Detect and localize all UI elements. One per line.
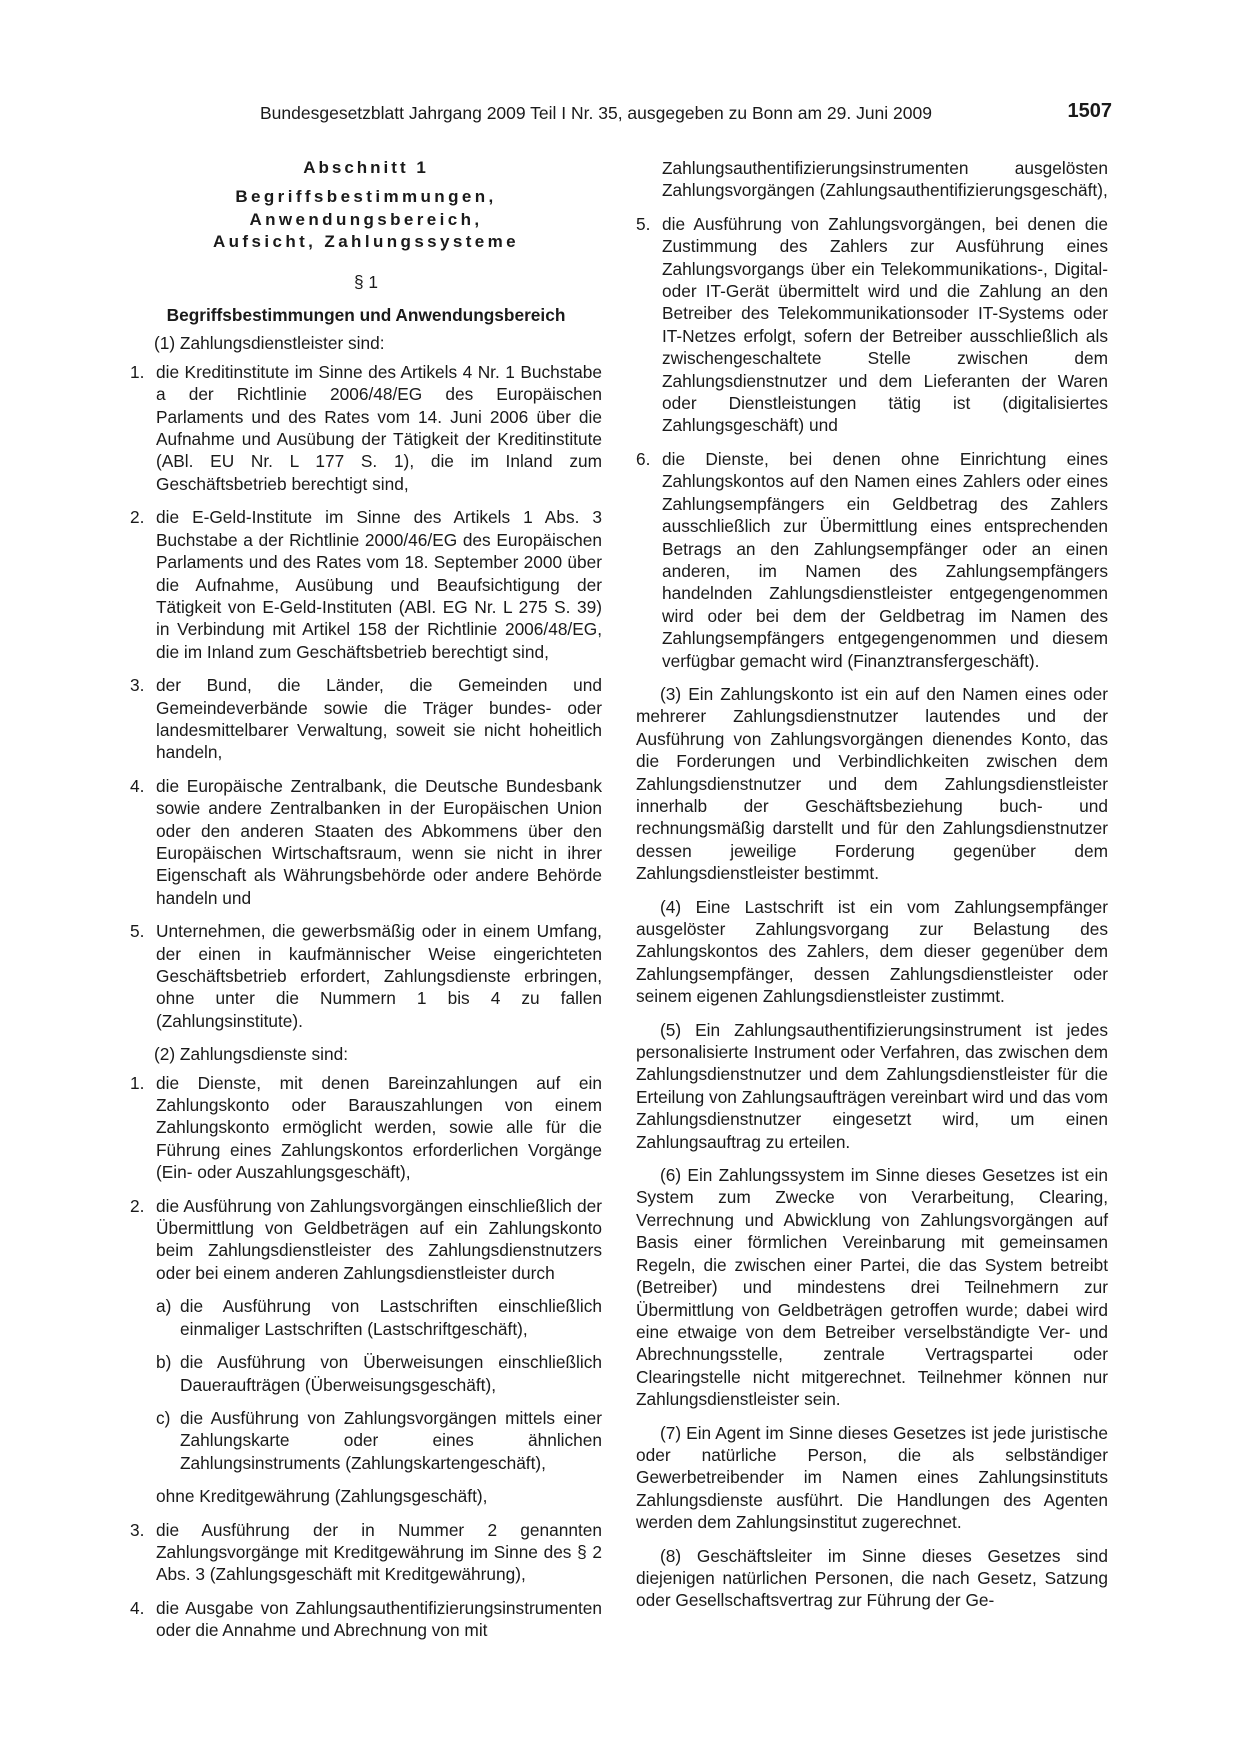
paragraph-title: Begriffsbestimmungen und Anwendungsbereich	[166, 305, 566, 326]
list-item-number: 1.	[130, 1072, 145, 1093]
list-item	[130, 1195, 602, 1285]
sub-list-item-letter: c)	[156, 1407, 171, 1428]
section-title-line-3: Aufsicht, Zahlungssysteme	[212, 232, 520, 252]
sub-list-item-letter: a)	[156, 1296, 172, 1317]
absatz-4: (4) Eine Lastschrift ist ein vom Zahlungsempfänger ausgelöster Zahlungsvorgang zur Belastung des Zahlungskontos des Zahlers, dem dieser gegenüber dem Zahlungsempfänger, dessen Zahlungsdienstleister oder seinem eigenen Zahlungsdienstleister zustimmt.	[636, 896, 1108, 1007]
list-item-text: die E-Geld-Institute im Sinne des Artikels 1 Abs. 3 Buchstabe a der Richtlinie 2000/46/EG des Europäischen Parlaments und des Rates vom 18. September 2000 über die Aufnahme, Ausübung und Beaufsichtigung der Tätigkeit von E-Geld-Instituten (ABl. EG Nr. L 275 S. 39) in Verbindung mit Artikel 158 der Richtlinie 2006/48/EG, die im Inland zum Geschäftsbetrieb berechtigt sind,	[156, 507, 602, 662]
sub-list-item	[156, 1295, 602, 1340]
list-item-number: 5.	[130, 921, 145, 942]
section-title-line-2: Anwendungsbereich,	[249, 209, 483, 229]
sub-list-item-text: die Ausführung von Lastschriften einschließlich einmaliger Lastschriften (Lastschriftgeschäft),	[180, 1296, 602, 1339]
list-item	[130, 506, 602, 663]
list-item-number: 5.	[636, 213, 651, 234]
list-item-number: 6.	[636, 448, 651, 469]
list-item-number: 4.	[130, 775, 145, 796]
list-item-text: die Europäische Zentralbank, die Deutsche Bundesbank sowie andere Zentralbanken in der Europäischen Union oder den anderen Staaten des Abkommens über den Europäischen Wirtschaftsraum, wenn sie nicht in ihrer Eigenschaft als Währungsbehörde oder andere Behörde handeln und	[156, 775, 602, 908]
section-title-line-1: Begriffsbestimmungen,	[235, 187, 497, 207]
sub-list-item	[156, 1407, 602, 1474]
paragraph-number: § 1	[353, 271, 379, 292]
list-item-text: die Dienste, bei denen ohne Einrichtung eines Zahlungskontos auf den Namen eines Zahlers oder eines Zahlungsempfängers ein Geldbetrag des Zahlers ausschließlich zur Übermittlung eines entsprechenden Betrags an den Zahlungsempfänger oder an einen anderen, im Namen des Zahlungsempfängers handelnden Zahlungsdienstleister entgegengenommen wird oder bei dem der Geldbetrag im Namen des Zahlungsempfängers entgegengenommen und diesem verfügbar gemacht wird (Finanztransfergeschäft).	[662, 448, 1108, 671]
sub-list-item-letter: b)	[156, 1352, 172, 1373]
list-item-text: die Ausführung der in Nummer 2 genannten Zahlungsvorgänge mit Kreditgewährung im Sinne des § 2 Abs. 3 (Zahlungsgeschäft mit Kreditgewährung),	[156, 1519, 602, 1585]
list-item	[130, 674, 602, 764]
header-text: Bundesgesetzblatt Jahrgang 2009 Teil I Nr. 35, ausgegeben zu Bonn am 29. Juni 2009	[260, 103, 932, 123]
list-item	[636, 448, 1108, 672]
list-item	[130, 361, 602, 495]
list-item-number: 3.	[130, 1519, 145, 1540]
list-item-text: Unternehmen, die gewerbsmäßig oder in einem Umfang, der einen in kaufmännischer Weise eingerichteten Geschäftsbetrieb erfordert, Zahlungsdienste erbringen, ohne unter die Nummern 1 bis 4 zu fallen (Zahlungsinstitute).	[156, 921, 602, 1031]
sub-list-item-text: die Ausführung von Zahlungsvorgängen mittels einer Zahlungskarte oder eines ähnlichen Zahlungsinstruments (Zahlungskartengeschäft),	[180, 1407, 602, 1473]
list-item	[130, 1072, 602, 1184]
list-item-text: die Dienste, mit denen Bareinzahlungen auf ein Zahlungskonto oder Barauszahlungen von einem Zahlungskonto ermöglicht werden, sowie alle für die Führung eines Zahlungskontos erforderlichen Vorgänge (Ein- oder Auszahlungsgeschäft),	[156, 1072, 602, 1183]
list-item-text: die Kreditinstitute im Sinne des Artikels 4 Nr. 1 Buchstabe a der Richtlinie 2006/48/EG des Europäischen Parlaments und des Rates vom 14. Juni 2006 über die Aufnahme und Ausübung der Tätigkeit der Kreditinstitute (ABl. EU Nr. L 177 S. 1), die im Inland zum Geschäftsbetrieb berechtigt sind,	[156, 361, 602, 494]
list-item	[130, 1519, 602, 1586]
list-item-text: die Ausführung von Zahlungsvorgängen, bei denen die Zustimmung des Zahlers zur Ausführung eines Zahlungsvorgangs über ein Telekommunikations-, Digital- oder IT-Gerät übermittelt wird und die Zahlung an den Betreiber des Telekommunikationsoder IT-Systems oder IT-Netzes erfolgt, sofern der Betreiber ausschließlich als zwischengeschaltete Stelle zwischen dem Zahlungsdienstnutzer und dem Lieferanten der Waren oder Dienstleistungen tätig ist (digitalisiertes Zahlungsgeschäft) und	[662, 213, 1108, 436]
list-item-text: die Ausgabe von Zahlungsauthentifizierungsinstrumenten oder die Annahme und Abrechnung von mit	[156, 1597, 602, 1641]
absatz-1-intro: (1) Zahlungsdienstleister sind:	[154, 333, 385, 354]
absatz-8: (8) Geschäftsleiter im Sinne dieses Gesetzes sind diejenigen natürlichen Personen, die nach Gesetz, Satzung oder Gesellschaftsvertrag zur Führung der Ge-	[636, 1545, 1108, 1611]
list-item-text: der Bund, die Länder, die Gemeinden und Gemeindeverbände sowie die Träger bundes- oder landesmittelbarer Verwaltung, soweit sie nicht hoheitlich handeln,	[156, 675, 602, 763]
page-header	[130, 100, 1112, 130]
right-column	[636, 157, 1108, 1623]
list-item	[130, 775, 602, 909]
list-continuation: Zahlungsauthentifizierungsinstrumenten ausgelösten Zahlungsvorgängen (Zahlungsauthentifizierungsgeschäft),	[662, 158, 1108, 201]
list-item-number: 3.	[130, 675, 145, 696]
list-item	[636, 213, 1108, 437]
sub-list-item-text: die Ausführung von Überweisungen einschließlich Daueraufträgen (Überweisungsgeschäft),	[180, 1352, 602, 1395]
list-item-number: 4.	[130, 1597, 145, 1618]
list-item-text: die Ausführung von Zahlungsvorgängen einschließlich der Übermittlung von Geldbeträgen auf ein Zahlungskonto beim Zahlungsdienstleister des Zahlungsdienstnutzers oder bei einem anderen Zahlungsdienstleister durch	[156, 1195, 602, 1283]
list-item	[130, 1597, 602, 1642]
list-item	[130, 920, 602, 1032]
absatz-2-intro: (2) Zahlungsdienste sind:	[154, 1044, 349, 1065]
list-continuation: ohne Kreditgewährung (Zahlungsgeschäft),	[156, 1486, 488, 1507]
sub-list-item	[156, 1351, 602, 1396]
list-item-number: 2.	[130, 507, 145, 528]
absatz-3: (3) Ein Zahlungskonto ist ein auf den Namen eines oder mehrerer Zahlungsdienstnutzer lautendes und der Ausführung von Zahlungsvorgängen dienendes Konto, das die Forderungen und Verbindlichkeiten zwischen dem Zahlungsdienstnutzer und dem Zahlungsdienstleister innerhalb der Geschäftsbeziehung buch- und rechnungsmäßig darstellt und für den Zahlungsdienstnutzer dessen jeweilige Forderung gegenüber dem Zahlungsdienstleister bestimmt.	[636, 683, 1108, 884]
page-number: 1507	[1067, 100, 1112, 122]
absatz-7: (7) Ein Agent im Sinne dieses Gesetzes ist jede juristische oder natürliche Person, die als selbständiger Gewerbetreibender im Namen eines Zahlungsinstituts Zahlungsdienste ausführt. Die Handlungen des Agenten werden dem Zahlungsinstitut zugerechnet.	[636, 1422, 1108, 1533]
list-item-number: 2.	[130, 1195, 145, 1216]
left-column	[130, 157, 602, 1653]
absatz-5: (5) Ein Zahlungsauthentifizierungsinstrument ist jedes personalisierte Instrument oder Verfahren, das zwischen dem Zahlungsdienstnutzer und dem Zahlungsdienstleister für die Erteilung von Zahlungsaufträgen vereinbart wird und das vom Zahlungsdienstnutzer eingesetzt wird, um einen Zahlungsauftrag zu erteilen.	[636, 1019, 1108, 1152]
section-heading: Abschnitt 1	[303, 158, 429, 177]
list-item-number: 1.	[130, 361, 145, 382]
absatz-6: (6) Ein Zahlungssystem im Sinne dieses Gesetzes ist ein System zum Zwecke von Verarbeitung, Clearing, Verrechnung und Abwicklung von Zahlungsvorgängen auf Basis einer förmlichen Vereinbarung mit gemeinsamen Regeln, die zwischen einer Partei, die das System betreibt (Betreiber) und mindestens drei Teilnehmern zur Übermittlung von Geldbeträgen getroffen wurde; dabei wird eine etwaige von dem Betreiber verselbständigte Ver- und Abrechnungsstelle, zentrale Vertragspartei oder Clearingstelle nicht mitgerechnet. Teilnehmer können nur Zahlungsdienstleister sein.	[636, 1165, 1108, 1410]
